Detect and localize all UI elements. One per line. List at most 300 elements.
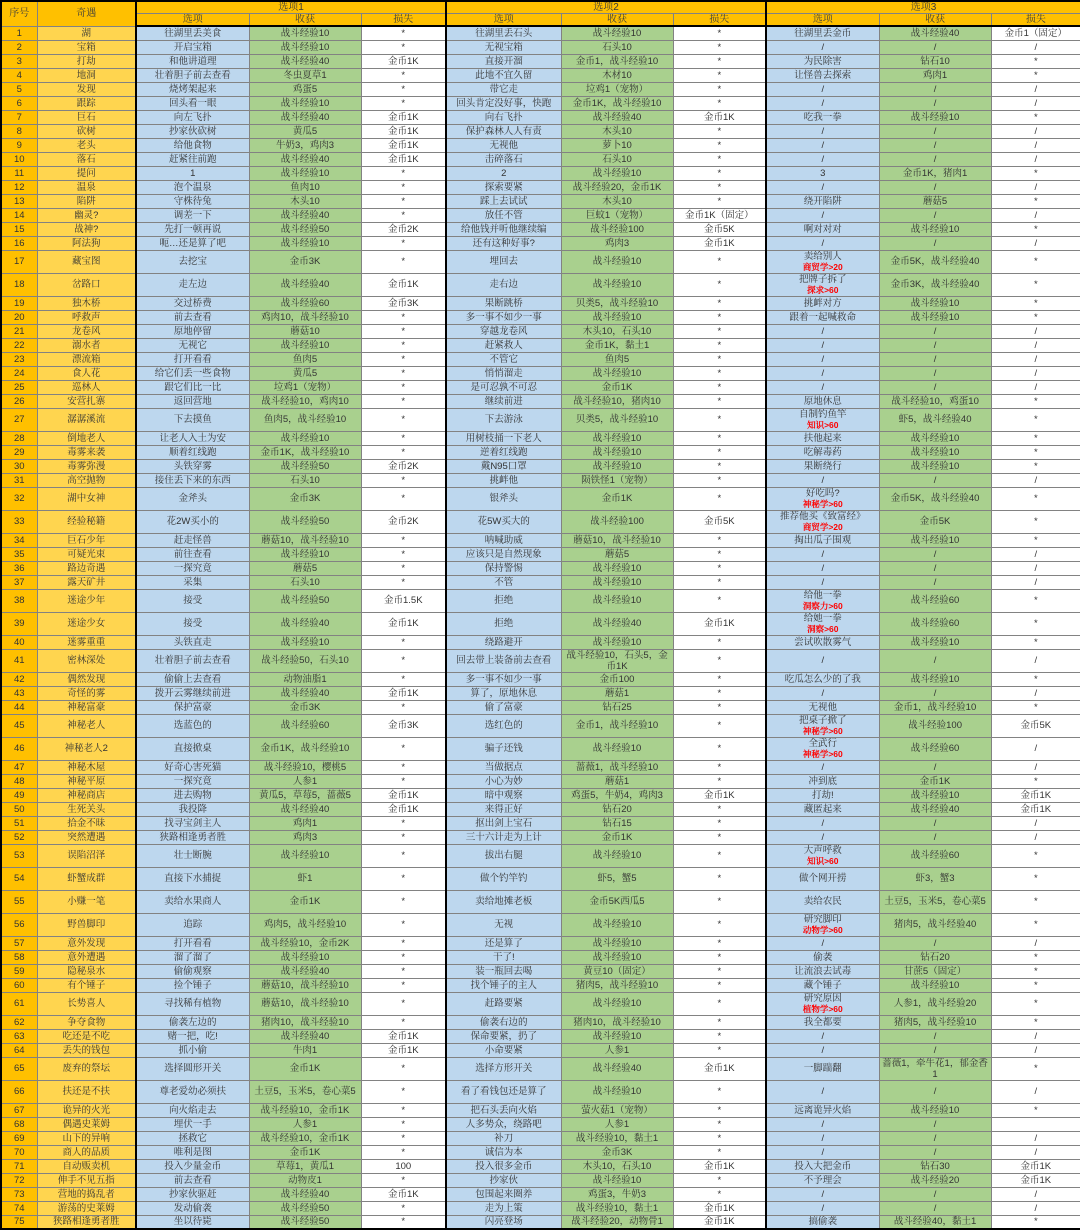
cell-option1-loss[interactable] [361,649,446,672]
cell-index[interactable] [1,1201,37,1215]
header-option1-loss[interactable]: 损失 [361,14,446,27]
cell-option1-loss[interactable] [361,166,446,180]
cell-option1-loss[interactable] [361,635,446,649]
cell-option1-choice[interactable] [136,1057,249,1080]
cell-option3-choice[interactable] [766,166,879,180]
cell-option1-choice[interactable] [136,936,249,950]
cell-option3-choice[interactable] [766,1173,879,1187]
cell-option3-gain[interactable] [879,992,991,1015]
cell-encounter[interactable] [37,110,136,124]
cell-index[interactable] [1,1080,37,1103]
cell-index[interactable] [1,890,37,913]
cell-encounter[interactable] [37,714,136,737]
cell-option1-loss[interactable] [361,431,446,445]
cell-option3-loss[interactable] [991,700,1080,714]
cell-index[interactable] [1,1131,37,1145]
cell-option1-loss[interactable] [361,296,446,310]
cell-option3-choice[interactable] [766,138,879,152]
cell-option3-gain[interactable] [879,950,991,964]
cell-option1-loss[interactable] [361,936,446,950]
cell-option3-choice[interactable] [766,324,879,338]
cell-option1-gain[interactable] [249,672,361,686]
cell-option1-loss[interactable] [361,54,446,68]
cell-option2-choice[interactable] [446,273,561,296]
cell-option3-choice[interactable] [766,992,879,1015]
cell-option1-gain[interactable] [249,324,361,338]
cell-option2-loss[interactable] [673,208,766,222]
cell-encounter[interactable] [37,324,136,338]
cell-encounter[interactable] [37,802,136,816]
cell-option3-loss[interactable] [991,1215,1080,1229]
cell-option1-loss[interactable] [361,180,446,194]
cell-option2-gain[interactable] [561,737,673,760]
cell-option2-loss[interactable] [673,459,766,473]
cell-option1-gain[interactable] [249,867,361,890]
header-encounter[interactable]: 奇遇 [37,1,136,26]
cell-option1-loss[interactable] [361,1057,446,1080]
cell-option2-choice[interactable] [446,1215,561,1229]
cell-option3-gain[interactable] [879,612,991,635]
cell-option2-gain[interactable] [561,936,673,950]
cell-option1-choice[interactable] [136,124,249,138]
cell-option1-choice[interactable] [136,510,249,533]
cell-option2-choice[interactable] [446,867,561,890]
cell-option3-gain[interactable] [879,82,991,96]
cell-index[interactable] [1,124,37,138]
cell-option2-choice[interactable] [446,547,561,561]
cell-option3-choice[interactable] [766,352,879,366]
cell-option1-gain[interactable] [249,459,361,473]
cell-option1-loss[interactable] [361,844,446,867]
header-option2-choice[interactable]: 选项 [446,14,561,27]
cell-option1-choice[interactable] [136,1187,249,1201]
cell-option3-loss[interactable] [991,1159,1080,1173]
cell-option1-gain[interactable] [249,487,361,510]
cell-encounter[interactable] [37,686,136,700]
cell-option1-loss[interactable] [361,96,446,110]
cell-option3-choice[interactable] [766,1201,879,1215]
cell-option3-gain[interactable] [879,1201,991,1215]
cell-option1-loss[interactable] [361,774,446,788]
cell-option3-gain[interactable] [879,222,991,236]
cell-option1-choice[interactable] [136,366,249,380]
cell-option3-choice[interactable] [766,575,879,589]
cell-option2-gain[interactable] [561,222,673,236]
cell-option2-gain[interactable] [561,380,673,394]
cell-option3-choice[interactable] [766,208,879,222]
header-index[interactable]: 序号 [1,1,37,26]
cell-option3-loss[interactable] [991,1029,1080,1043]
cell-option1-gain[interactable] [249,1215,361,1229]
cell-option2-choice[interactable] [446,737,561,760]
cell-index[interactable] [1,473,37,487]
cell-option2-gain[interactable] [561,1215,673,1229]
header-option3-group[interactable]: 选项3 [766,1,1080,14]
cell-option1-choice[interactable] [136,1015,249,1029]
cell-encounter[interactable] [37,208,136,222]
cell-option2-gain[interactable] [561,366,673,380]
cell-encounter[interactable] [37,194,136,208]
cell-option1-gain[interactable] [249,310,361,324]
cell-option1-loss[interactable] [361,816,446,830]
cell-option1-loss[interactable] [361,867,446,890]
cell-option1-loss[interactable] [361,1187,446,1201]
cell-option3-choice[interactable] [766,635,879,649]
cell-option2-gain[interactable] [561,844,673,867]
cell-option2-gain[interactable] [561,1103,673,1117]
cell-index[interactable] [1,1029,37,1043]
cell-option1-gain[interactable] [249,510,361,533]
cell-option2-loss[interactable] [673,635,766,649]
cell-index[interactable] [1,936,37,950]
cell-option3-gain[interactable] [879,26,991,40]
cell-encounter[interactable] [37,296,136,310]
cell-option2-gain[interactable] [561,978,673,992]
cell-option2-choice[interactable] [446,575,561,589]
cell-option2-gain[interactable] [561,649,673,672]
cell-option3-gain[interactable] [879,635,991,649]
cell-option1-loss[interactable] [361,913,446,936]
cell-option1-choice[interactable] [136,1131,249,1145]
cell-option3-loss[interactable] [991,950,1080,964]
header-option2-loss[interactable]: 损失 [673,14,766,27]
cell-index[interactable] [1,180,37,194]
cell-index[interactable] [1,589,37,612]
cell-option3-loss[interactable] [991,1117,1080,1131]
cell-index[interactable] [1,844,37,867]
cell-option2-gain[interactable] [561,672,673,686]
cell-index[interactable] [1,380,37,394]
cell-index[interactable] [1,236,37,250]
cell-option2-choice[interactable] [446,487,561,510]
header-option3-gain[interactable]: 收获 [879,14,991,27]
cell-option2-choice[interactable] [446,1173,561,1187]
cell-index[interactable] [1,296,37,310]
cell-option1-gain[interactable] [249,1117,361,1131]
cell-option3-gain[interactable] [879,760,991,774]
cell-index[interactable] [1,737,37,760]
cell-option3-gain[interactable] [879,830,991,844]
cell-option2-gain[interactable] [561,236,673,250]
cell-option2-choice[interactable] [446,1029,561,1043]
cell-option2-loss[interactable] [673,510,766,533]
cell-encounter[interactable] [37,96,136,110]
cell-option2-gain[interactable] [561,1159,673,1173]
cell-option3-loss[interactable] [991,533,1080,547]
cell-encounter[interactable] [37,1187,136,1201]
cell-index[interactable] [1,802,37,816]
cell-option3-choice[interactable] [766,152,879,166]
cell-option2-gain[interactable] [561,110,673,124]
cell-option1-gain[interactable] [249,208,361,222]
cell-option3-loss[interactable] [991,561,1080,575]
cell-option2-loss[interactable] [673,1215,766,1229]
cell-encounter[interactable] [37,672,136,686]
cell-option2-loss[interactable] [673,68,766,82]
cell-option1-loss[interactable] [361,194,446,208]
cell-option2-gain[interactable] [561,830,673,844]
cell-option3-loss[interactable] [991,222,1080,236]
cell-option3-gain[interactable] [879,40,991,54]
cell-encounter[interactable] [37,380,136,394]
cell-option1-choice[interactable] [136,296,249,310]
cell-option1-gain[interactable] [249,96,361,110]
cell-option2-loss[interactable] [673,487,766,510]
cell-option3-choice[interactable] [766,473,879,487]
cell-option3-choice[interactable] [766,250,879,273]
cell-option3-gain[interactable] [879,273,991,296]
cell-option3-gain[interactable] [879,208,991,222]
cell-option2-loss[interactable] [673,96,766,110]
cell-option1-choice[interactable] [136,1043,249,1057]
cell-option2-loss[interactable] [673,250,766,273]
cell-option3-loss[interactable] [991,830,1080,844]
cell-option3-loss[interactable] [991,760,1080,774]
cell-option3-choice[interactable] [766,96,879,110]
cell-option3-loss[interactable] [991,686,1080,700]
cell-index[interactable] [1,54,37,68]
cell-option2-gain[interactable] [561,459,673,473]
cell-option3-loss[interactable] [991,324,1080,338]
cell-option3-choice[interactable] [766,890,879,913]
cell-option2-choice[interactable] [446,561,561,575]
cell-option1-loss[interactable] [361,124,446,138]
cell-option1-gain[interactable] [249,964,361,978]
cell-option2-gain[interactable] [561,760,673,774]
cell-option1-loss[interactable] [361,788,446,802]
cell-option2-choice[interactable] [446,714,561,737]
cell-option2-choice[interactable] [446,338,561,352]
cell-option2-choice[interactable] [446,1080,561,1103]
cell-option1-gain[interactable] [249,830,361,844]
cell-index[interactable] [1,1145,37,1159]
cell-encounter[interactable] [37,700,136,714]
cell-option3-gain[interactable] [879,1057,991,1080]
header-option3-loss[interactable]: 损失 [991,14,1080,27]
cell-option2-loss[interactable] [673,1117,766,1131]
cell-option2-choice[interactable] [446,700,561,714]
cell-option3-loss[interactable] [991,992,1080,1015]
cell-option3-loss[interactable] [991,547,1080,561]
cell-option1-loss[interactable] [361,250,446,273]
cell-option1-gain[interactable] [249,1173,361,1187]
cell-option1-gain[interactable] [249,561,361,575]
header-option3-choice[interactable]: 选项 [766,14,879,27]
cell-option2-choice[interactable] [446,96,561,110]
cell-option1-gain[interactable] [249,26,361,40]
cell-option1-choice[interactable] [136,714,249,737]
cell-option3-choice[interactable] [766,487,879,510]
cell-encounter[interactable] [37,1215,136,1229]
cell-option2-gain[interactable] [561,1187,673,1201]
cell-option2-loss[interactable] [673,296,766,310]
cell-option3-gain[interactable] [879,352,991,366]
cell-option3-gain[interactable] [879,445,991,459]
cell-index[interactable] [1,166,37,180]
cell-encounter[interactable] [37,1131,136,1145]
cell-encounter[interactable] [37,236,136,250]
cell-index[interactable] [1,774,37,788]
cell-option1-loss[interactable] [361,950,446,964]
cell-option2-loss[interactable] [673,166,766,180]
cell-option1-choice[interactable] [136,830,249,844]
cell-index[interactable] [1,68,37,82]
cell-encounter[interactable] [37,366,136,380]
cell-option3-loss[interactable] [991,408,1080,431]
cell-option1-gain[interactable] [249,408,361,431]
cell-option2-gain[interactable] [561,547,673,561]
cell-encounter[interactable] [37,138,136,152]
cell-option1-choice[interactable] [136,96,249,110]
cell-option3-choice[interactable] [766,1215,879,1229]
cell-option2-loss[interactable] [673,737,766,760]
cell-option1-gain[interactable] [249,54,361,68]
cell-option3-choice[interactable] [766,714,879,737]
cell-option1-loss[interactable] [361,802,446,816]
cell-option3-loss[interactable] [991,589,1080,612]
cell-option1-loss[interactable] [361,459,446,473]
cell-option2-choice[interactable] [446,1159,561,1173]
cell-option3-loss[interactable] [991,296,1080,310]
cell-option3-gain[interactable] [879,913,991,936]
cell-option2-loss[interactable] [673,913,766,936]
cell-option1-choice[interactable] [136,533,249,547]
cell-option1-gain[interactable] [249,635,361,649]
cell-encounter[interactable] [37,1117,136,1131]
cell-option2-loss[interactable] [673,714,766,737]
cell-option1-gain[interactable] [249,1080,361,1103]
cell-encounter[interactable] [37,1057,136,1080]
cell-option2-gain[interactable] [561,194,673,208]
cell-option1-loss[interactable] [361,310,446,324]
cell-option2-gain[interactable] [561,208,673,222]
cell-option2-gain[interactable] [561,1080,673,1103]
cell-option3-gain[interactable] [879,138,991,152]
cell-index[interactable] [1,830,37,844]
cell-option1-gain[interactable] [249,802,361,816]
cell-option3-choice[interactable] [766,110,879,124]
cell-index[interactable] [1,816,37,830]
cell-encounter[interactable] [37,273,136,296]
cell-option1-gain[interactable] [249,68,361,82]
cell-encounter[interactable] [37,394,136,408]
cell-option3-gain[interactable] [879,547,991,561]
cell-index[interactable] [1,635,37,649]
cell-option3-gain[interactable] [879,649,991,672]
cell-encounter[interactable] [37,788,136,802]
cell-option3-gain[interactable] [879,473,991,487]
cell-index[interactable] [1,96,37,110]
cell-option2-loss[interactable] [673,1057,766,1080]
cell-option2-gain[interactable] [561,1117,673,1131]
cell-option2-gain[interactable] [561,296,673,310]
cell-option1-gain[interactable] [249,686,361,700]
cell-option1-choice[interactable] [136,913,249,936]
cell-option1-choice[interactable] [136,82,249,96]
cell-option3-choice[interactable] [766,380,879,394]
cell-option2-loss[interactable] [673,936,766,950]
cell-option2-gain[interactable] [561,867,673,890]
cell-option2-choice[interactable] [446,26,561,40]
cell-option2-choice[interactable] [446,589,561,612]
cell-option1-choice[interactable] [136,236,249,250]
cell-encounter[interactable] [37,816,136,830]
header-option2-group[interactable]: 选项2 [446,1,766,14]
cell-option3-loss[interactable] [991,672,1080,686]
cell-option3-choice[interactable] [766,1029,879,1043]
cell-option1-choice[interactable] [136,473,249,487]
cell-option1-choice[interactable] [136,867,249,890]
cell-option3-gain[interactable] [879,431,991,445]
cell-option1-gain[interactable] [249,844,361,867]
cell-option2-choice[interactable] [446,760,561,774]
cell-index[interactable] [1,1173,37,1187]
cell-option3-gain[interactable] [879,686,991,700]
cell-encounter[interactable] [37,26,136,40]
cell-option3-choice[interactable] [766,408,879,431]
cell-option2-choice[interactable] [446,110,561,124]
cell-option3-loss[interactable] [991,96,1080,110]
cell-option3-choice[interactable] [766,737,879,760]
cell-option1-loss[interactable] [361,700,446,714]
cell-option2-loss[interactable] [673,408,766,431]
cell-option2-choice[interactable] [446,40,561,54]
cell-option1-loss[interactable] [361,1029,446,1043]
cell-option2-loss[interactable] [673,1080,766,1103]
cell-encounter[interactable] [37,913,136,936]
cell-option1-choice[interactable] [136,194,249,208]
cell-option2-gain[interactable] [561,1029,673,1043]
cell-option3-loss[interactable] [991,1103,1080,1117]
cell-option2-loss[interactable] [673,152,766,166]
cell-encounter[interactable] [37,510,136,533]
cell-option3-loss[interactable] [991,431,1080,445]
cell-option2-choice[interactable] [446,844,561,867]
cell-option1-loss[interactable] [361,575,446,589]
cell-option1-loss[interactable] [361,366,446,380]
cell-option2-loss[interactable] [673,194,766,208]
cell-option3-choice[interactable] [766,672,879,686]
cell-option1-gain[interactable] [249,180,361,194]
cell-option3-gain[interactable] [879,180,991,194]
cell-option2-choice[interactable] [446,296,561,310]
cell-option3-loss[interactable] [991,978,1080,992]
cell-option1-gain[interactable] [249,950,361,964]
cell-option1-gain[interactable] [249,380,361,394]
header-option2-gain[interactable]: 收获 [561,14,673,27]
cell-option1-gain[interactable] [249,936,361,950]
cell-option1-gain[interactable] [249,1131,361,1145]
cell-option1-gain[interactable] [249,612,361,635]
cell-encounter[interactable] [37,890,136,913]
cell-option3-choice[interactable] [766,338,879,352]
cell-option3-gain[interactable] [879,867,991,890]
cell-option2-gain[interactable] [561,1173,673,1187]
cell-option2-gain[interactable] [561,487,673,510]
cell-option3-choice[interactable] [766,1117,879,1131]
cell-option3-gain[interactable] [879,844,991,867]
cell-option1-choice[interactable] [136,222,249,236]
cell-option3-loss[interactable] [991,338,1080,352]
cell-option2-choice[interactable] [446,138,561,152]
cell-option1-loss[interactable] [361,138,446,152]
cell-option1-loss[interactable] [361,110,446,124]
cell-option3-loss[interactable] [991,788,1080,802]
cell-option2-choice[interactable] [446,890,561,913]
cell-option1-gain[interactable] [249,1145,361,1159]
cell-option2-gain[interactable] [561,1015,673,1029]
cell-option2-choice[interactable] [446,1201,561,1215]
